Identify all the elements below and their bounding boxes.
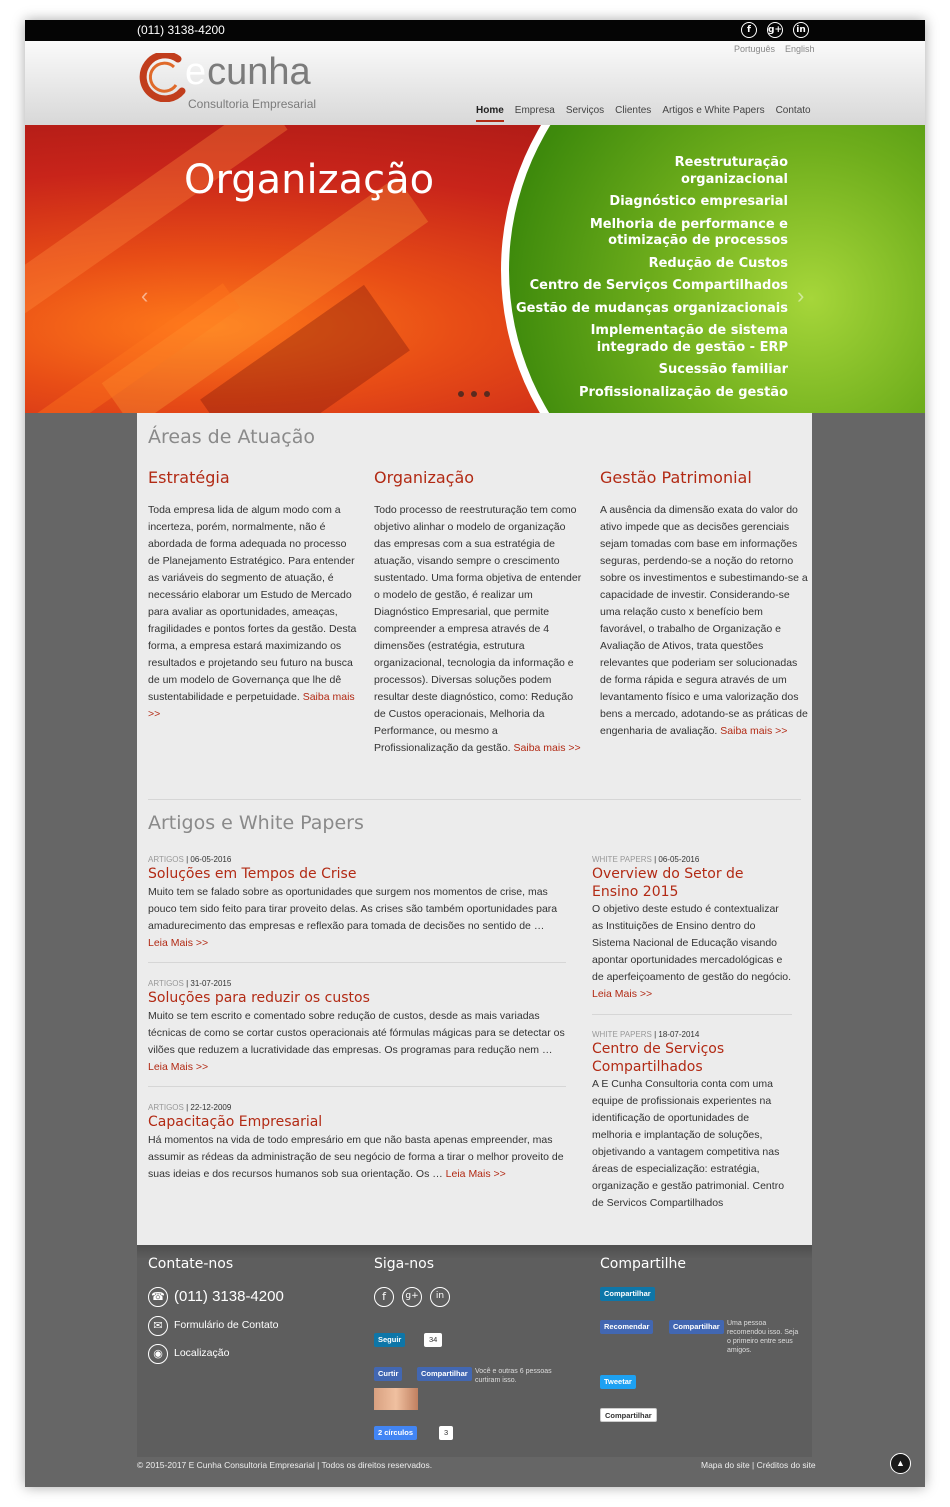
article-divider [592, 1014, 792, 1015]
slider-next-icon[interactable]: › [797, 283, 805, 308]
hero-title: Organização [184, 157, 435, 203]
areas-title: Áreas de Atuação [148, 426, 315, 448]
gplus-circles-button[interactable]: 2 círculos [374, 1426, 417, 1440]
footer-share-title: Compartilhe [600, 1256, 686, 1272]
article-item [148, 1103, 566, 1183]
article-more-link[interactable]: Leia Mais >> [148, 1060, 209, 1073]
nav-clientes[interactable]: Clientes [615, 105, 652, 116]
fb-recommend-text: Uma pessoa recomendou isso. Seja o primeiro entre seus amigos. [727, 1320, 799, 1354]
main-content [137, 413, 812, 1245]
article-title[interactable]: Capacitação Empresarial [148, 1114, 323, 1130]
article-divider [148, 962, 566, 963]
nav-artigos[interactable]: Artigos e White Papers [662, 105, 765, 116]
article-title[interactable]: Soluções para reduzir os custos [148, 990, 370, 1006]
linkedin-share-button[interactable]: Compartilhar [600, 1287, 655, 1301]
facebook-icon[interactable]: f [741, 22, 757, 38]
fb-like-button[interactable]: Curtir [374, 1367, 402, 1381]
hero-services-list [516, 155, 788, 407]
area-column [600, 468, 810, 740]
location-link[interactable]: Localização [174, 1347, 230, 1359]
article-title[interactable]: Soluções em Tempos de Crise [148, 866, 357, 882]
googleplus-icon[interactable]: g+ [767, 22, 783, 38]
logo-tagline: Consultoria Empresarial [188, 97, 317, 111]
article-meta: WHITE PAPERS | 06-05-2016 [592, 855, 700, 864]
area-title[interactable]: Gestão Patrimonial [600, 468, 752, 487]
area-more-link[interactable]: Saiba mais >> [720, 725, 788, 737]
area-more-link[interactable]: Saiba mais >> [148, 691, 355, 720]
back-to-top-icon[interactable]: ▲ [890, 1453, 911, 1474]
article-meta: ARTIGOS | 31-07-2015 [148, 979, 232, 988]
articles-title: Artigos e White Papers [148, 812, 364, 834]
footer-links[interactable]: Mapa do site | Créditos do site [701, 1460, 816, 1470]
article-meta: ARTIGOS | 06-05-2016 [148, 855, 232, 864]
area-title[interactable]: Estratégia [148, 468, 230, 487]
area-column [374, 468, 584, 757]
hero-service-item: Gestão de mudanças organizacionais [516, 300, 788, 316]
hero-service-item: Diagnóstico empresarial [609, 194, 788, 209]
top-social-icons [741, 22, 809, 38]
location-icon: ◉ [148, 1344, 168, 1364]
header [25, 41, 925, 125]
area-title[interactable]: Organização [374, 468, 475, 487]
friend-avatars [374, 1388, 418, 1410]
whitepaper-item [592, 855, 792, 1003]
area-column [148, 468, 358, 723]
hero-service-item: Redução de Custos [648, 255, 788, 271]
logo-name[interactable]: ecunha [185, 51, 311, 93]
article-item [148, 855, 566, 952]
linkedin-icon[interactable]: in [793, 22, 809, 38]
whitepaper-item [592, 1030, 792, 1212]
nav-contato[interactable]: Contato [775, 105, 811, 116]
article-item [148, 979, 566, 1076]
page [25, 20, 925, 1487]
article-more-link[interactable]: Leia Mais >> [148, 936, 209, 949]
section-divider [148, 799, 801, 800]
googleplus-icon[interactable]: g+ [402, 1287, 422, 1307]
article-title[interactable]: Centro de Serviços Compartilhados [592, 1041, 725, 1075]
hero-service-item: Reestruturação organizacional [674, 155, 788, 187]
footer-phone: (011) 3138-4200 [174, 1288, 284, 1305]
fb-recommend-button[interactable]: Recomendar [600, 1320, 653, 1334]
contact-form-link[interactable]: Formulário de Contato [174, 1319, 279, 1331]
linkedin-icon[interactable]: in [430, 1287, 450, 1307]
hero-slider [25, 125, 925, 413]
hero-service-item: Centro de Serviços Compartilhados [529, 278, 788, 293]
article-excerpt: A E Cunha Consultoria conta com uma equipe de profissionais experientes na identificação de oportunidades de melhoria e implantação de soluções, objetivando a vantagem competitiva nas áreas de especialização: estratégia, organização e gestão patrimonial. Centro de Servicos Compartilhados [592, 1078, 785, 1209]
fb-share-button[interactable]: Compartilhar [417, 1367, 472, 1381]
hero-service-item: Implementação de sistema integrado de gestão - ERP [590, 323, 788, 355]
linkedin-follow-count: 34 [424, 1333, 442, 1347]
tweet-button[interactable]: Tweetar [600, 1375, 636, 1389]
footer-follow-title: Siga-nos [374, 1256, 435, 1272]
nav-servicos[interactable]: Serviços [565, 105, 605, 116]
hero-service-item: Profissionalização de gestão [578, 384, 788, 400]
footer [137, 1245, 812, 1457]
article-excerpt: Há momentos na vida de todo empresário em que não basta apenas empreender, mas assumir as rédeas da administração de seu negócio de forma a tirar o melhor proveito de suas ideias e dos recursos humanos sob sua orientação. Os … Leia Mais >> [148, 1133, 564, 1180]
hero-service-item: Melhoria de performance e otimização de processos [589, 216, 788, 248]
gplus-count: 3 [439, 1426, 453, 1440]
linkedin-follow-button[interactable]: Seguir [374, 1333, 405, 1347]
area-text: Toda empresa lida de algum modo com a incerteza, porém, normalmente, não é abordada de forma adequada no processo de Planejamento Estratégico. Para entender as variáveis do segmento de atuação, é necessário elaborar um Estudo de Mercado para avaliar as oportunidades, ameaças, fragilidades e pontos fortes da gestão. Desta forma, a empresa estará maximizando os resultados e projetando seu futuro na busca de um modelo de Governança que lhe dê sustentabilidade e perpetuidade. Saiba mais >> [148, 504, 357, 720]
nav-empresa[interactable]: Empresa [514, 105, 555, 116]
nav-home[interactable]: Home [476, 105, 504, 122]
article-excerpt: Muito se tem escrito e comentado sobre redução de custos, desde as mais variadas técnicas de como se cortar custos operacionais até fórmulas mágicas para se detectar os vilões que reduzem a lucratividade das empresas. Os programas para redução nem … Leia Mais >> [148, 1009, 565, 1073]
lang-portuguese[interactable]: Português [734, 44, 776, 54]
slider-dots [458, 391, 490, 397]
copyright: © 2015-2017 E Cunha Consultoria Empresarial | Todos os direitos reservados. [137, 1460, 433, 1470]
slider-dot[interactable] [458, 391, 464, 397]
phone-icon: ☎ [148, 1287, 168, 1307]
gplus-share-button[interactable]: Compartilhar [600, 1408, 657, 1422]
area-text: Todo processo de reestruturação tem como objetivo alinhar o modelo de organização das empresas com a sua estratégia de atuação, visando sempre o crescimento sustentado. Uma forma objetiva de entender o modelo de gestão, é realizar um Diagnóstico Empresarial, que permite compreender a empresa através de 4 dimensões (estratégia, estrutura organizacional, tecnologia da informação e processos). Diversas soluções podem resultar deste diagnóstico, como: Redução de Custos operacionais, Melhoria da Performance, ou mesmo a Profissionalização da gestão. Saiba mais >> [374, 504, 582, 754]
article-title[interactable]: Overview do Setor de Ensino 2015 [592, 866, 744, 900]
area-more-link[interactable]: Saiba mais >> [513, 742, 581, 754]
article-meta: WHITE PAPERS | 18-07-2014 [592, 1030, 700, 1039]
main-nav [476, 105, 822, 122]
slider-dot[interactable] [484, 391, 490, 397]
mail-icon: ✉ [148, 1316, 168, 1336]
article-more-link[interactable]: Leia Mais >> [445, 1167, 506, 1180]
fb-share-button-2[interactable]: Compartilhar [669, 1320, 724, 1334]
hero-service-item: Sucessão familiar [658, 362, 788, 377]
slider-dot[interactable] [471, 391, 477, 397]
lang-english[interactable]: English [785, 44, 815, 54]
footer-contact-title: Contate-nos [148, 1256, 234, 1272]
article-excerpt: Muito tem se falado sobre as oportunidades que surgem nos momentos de crise, mas pouco tem sido feito para tirar proveito delas. As crises são também oportunidades para amadurecimento das empresas e reflexão para tomada de decisões no sentido de … Leia Mais >> [148, 885, 558, 949]
article-more-link[interactable]: Leia Mais >> [592, 988, 653, 1000]
article-divider [148, 1086, 566, 1087]
slider-prev-icon[interactable]: ‹ [141, 283, 149, 308]
logo-mark[interactable] [138, 53, 187, 102]
facebook-icon[interactable]: f [374, 1287, 394, 1307]
article-excerpt: O objetivo deste estudo é contextualizar as Instituições de Ensino dentro do Sistema Nacional de Educação visando apontar oportunidades mercadológicas e de aperfeiçoamento de gestão do negócio. Leia Mais >> [592, 903, 792, 1000]
area-text: A ausência da dimensão exata do valor do ativo impede que as decisões gerenciais sejam tomadas com base em informações seguras, perdendo-se a noção do retorno sobre os investimentos e subestimando-se a capacidade de investir. Considerando-se uma relação custo x benefício bem favorável, o trabalho de Organização e Avaliação de Ativos, trata questões relevantes que poderiam ser solucionadas de forma rápida e segura através de um levantamento físico e uma valorização dos bens a mercado, adotando-se as práticas de engenharia de avaliação. Saiba mais >> [600, 504, 808, 737]
fb-like-text: Você e outras 6 pessoas curtiram isso. [475, 1368, 552, 1384]
top-bar [25, 20, 925, 41]
top-phone: (011) 3138-4200 [137, 23, 225, 37]
article-meta: ARTIGOS | 22-12-2009 [148, 1103, 232, 1112]
